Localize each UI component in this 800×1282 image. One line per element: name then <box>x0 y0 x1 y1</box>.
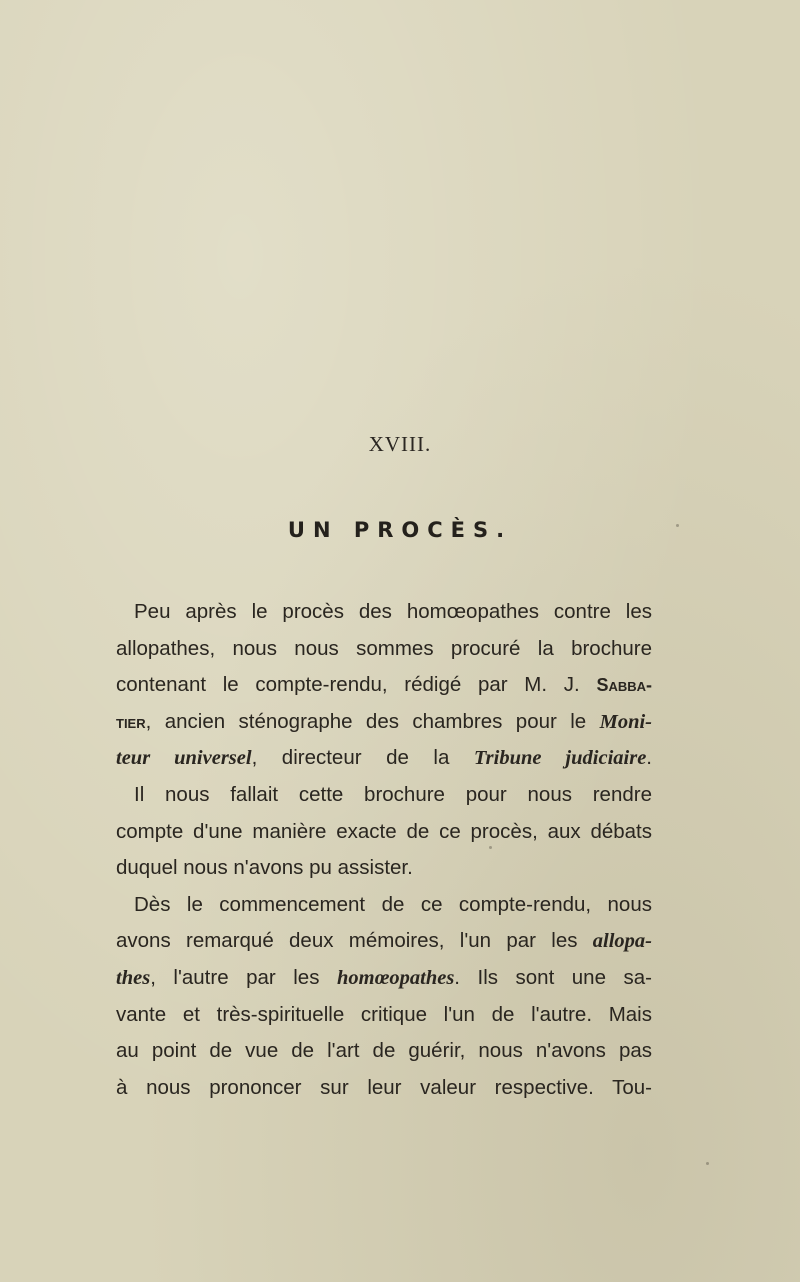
publication-name: Moni- <box>599 710 652 733</box>
body-text <box>116 594 652 1106</box>
term-allopathes: allopa- <box>592 930 652 953</box>
tribune-name: Tribune judiciaire <box>473 747 647 770</box>
term-homoeopathes: homœopathes <box>336 966 455 989</box>
author-name: Sabba- <box>596 675 652 696</box>
term-allopathes-end: thes <box>116 966 151 989</box>
text-line: Il nous fallait cette brochure pour nous rendre <box>134 782 652 806</box>
text-line: à nous prononcer sur leur valeur respective. Tou- <box>116 1075 652 1099</box>
text-line: Dès le commencement de ce compte-rendu, nous <box>134 892 652 916</box>
paper-speck <box>676 524 679 527</box>
text-line: allopathes, nous nous sommes procuré la brochure <box>116 636 652 660</box>
text-line: duquel nous n'avons pu assister. <box>116 856 413 880</box>
text-line: avons remarqué deux mémoires, l'un par les allopa- <box>116 929 652 953</box>
text-line: au point de vue de l'art de guérir, nous n'avons pas <box>116 1039 652 1063</box>
text-line: compte d'une manière exacte de ce procès, aux débats <box>116 819 652 843</box>
chapter-title: UN PROCÈS. <box>287 518 513 542</box>
text-line: contenant le compte-rendu, rédigé par M. J. Sabba- <box>116 673 652 697</box>
chapter-number: XVIII. <box>368 432 432 456</box>
text-line: tier, ancien sténographe des chambres pour le Moni- <box>116 709 652 733</box>
paper-speck <box>489 846 492 849</box>
text-line: vante et très-spirituelle critique l'un de l'autre. Mais <box>116 1002 652 1026</box>
text-line: thes, l'autre par les homœopathes. Ils sont une sa- <box>116 965 652 989</box>
paper-speck <box>706 1162 709 1165</box>
publication-name-end: teur universel <box>116 747 252 770</box>
author-name-end: tier <box>116 711 146 732</box>
text-line: teur universel, directeur de la Tribune judiciaire. <box>116 746 652 770</box>
text-line: Peu après le procès des homœopathes contre les <box>134 600 652 623</box>
